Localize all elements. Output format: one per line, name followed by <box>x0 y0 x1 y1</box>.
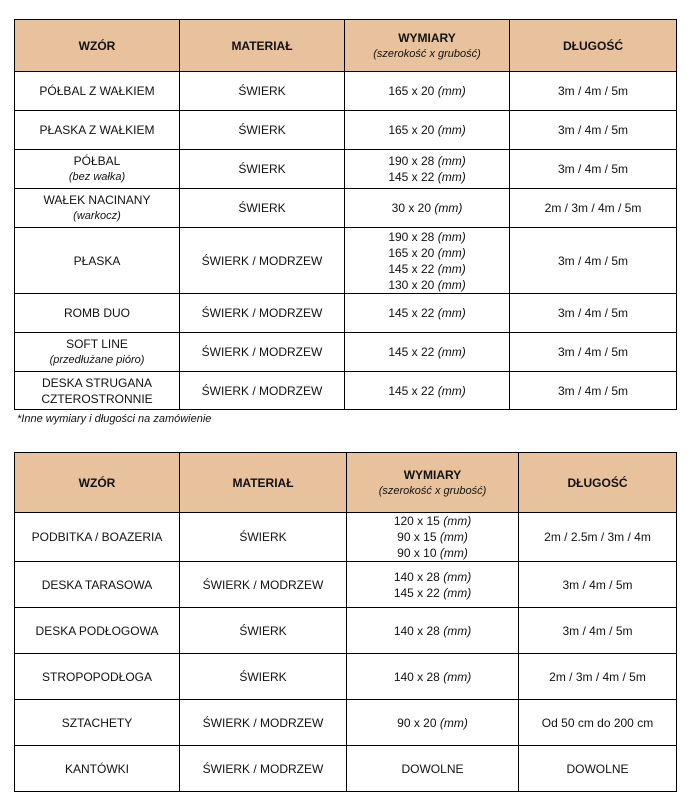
dimension-unit: (mm) <box>437 84 466 98</box>
cell-wzor <box>15 228 180 294</box>
dimension-line <box>351 529 514 545</box>
cell-dlugosc: 3m / 4m / 5m <box>510 294 677 333</box>
product-name: KANTÓWKI <box>64 761 129 776</box>
dimension-unit: (mm) <box>437 277 466 292</box>
dimension-value: 120 x 15 <box>393 514 440 528</box>
cell-material: ŚWIERK / MODRZEW <box>180 700 347 746</box>
dimension-unit: (mm) <box>439 715 468 730</box>
table-row <box>15 700 677 746</box>
cell-material: ŚWIERK / MODRZEW <box>180 294 345 333</box>
cell-dlugosc: 3m / 4m / 5m <box>510 372 677 410</box>
product-name: STROPOPODŁOGA <box>41 669 153 684</box>
product-name: WAŁEK NACINANY <box>43 193 151 207</box>
dimension-value: DOWOLNE <box>401 761 464 776</box>
dimension-unit: (mm) <box>437 345 466 359</box>
table-row <box>15 562 677 608</box>
header-wymiary <box>345 20 510 72</box>
table-row <box>15 228 677 294</box>
dimension-unit: (mm) <box>437 229 466 244</box>
dimension-value: 145 x 22 <box>388 345 435 359</box>
dimension-unit: (mm) <box>437 154 466 168</box>
table-row <box>15 513 677 562</box>
dimension-line <box>349 83 505 99</box>
cell-wzor <box>15 72 180 111</box>
dimension-value: 190 x 28 <box>388 154 435 168</box>
cell-dlugosc: 3m / 4m / 5m <box>510 333 677 372</box>
cell-material: ŚWIERK / MODRZEW <box>180 562 347 608</box>
header-wzor: WZÓR <box>15 20 180 72</box>
dimension-unit: (mm) <box>439 530 468 544</box>
header-wymiary-label: WYMIARY <box>403 467 462 482</box>
dimension-unit: (mm) <box>443 569 472 584</box>
dimension-value: 145 x 22 <box>388 261 435 276</box>
product-name-note: (bez wałka) <box>68 171 126 183</box>
cell-wymiary <box>345 189 510 228</box>
dimension-value: 30 x 20 <box>391 201 432 215</box>
dimension-line <box>351 513 514 529</box>
product-name: PŁASKA <box>73 253 121 268</box>
dimension-unit: (mm) <box>437 261 466 276</box>
cell-wzor <box>15 150 180 189</box>
cell-wzor <box>15 654 180 700</box>
cell-wzor <box>15 189 180 228</box>
dimension-unit: (mm) <box>437 306 466 320</box>
dimension-line <box>351 761 514 777</box>
cell-dlugosc: 3m / 4m / 5m <box>519 562 677 608</box>
cell-dlugosc: DOWOLNE <box>519 746 677 792</box>
cell-wzor <box>15 333 180 372</box>
dimension-line <box>351 715 514 731</box>
table-row <box>15 111 677 150</box>
cell-dlugosc: 2m / 3m / 4m / 5m <box>510 189 677 228</box>
dimension-line <box>349 229 505 245</box>
dimension-value: 90 x 20 <box>397 715 437 730</box>
product-name: SZTACHETY <box>61 715 133 730</box>
header-wzor: WZÓR <box>15 453 180 513</box>
product-name: DESKA STRUGANA CZTEROSTRONNIE <box>41 375 153 406</box>
cell-material: ŚWIERK / MODRZEW <box>180 333 345 372</box>
cell-wzor <box>15 111 180 150</box>
cell-material: ŚWIERK <box>180 72 345 111</box>
product-name: PÓŁBAL <box>73 154 121 168</box>
table-header-row <box>15 20 677 72</box>
cell-wymiary <box>347 513 519 562</box>
dimension-line <box>349 122 505 138</box>
product-name: PODBITKA / BOAZERIA <box>31 530 163 544</box>
dimension-unit: (mm) <box>434 201 463 215</box>
cell-wzor <box>15 746 180 792</box>
table-row <box>15 294 677 333</box>
table-row <box>15 150 677 189</box>
dimension-line <box>351 545 514 561</box>
cell-dlugosc: 3m / 4m / 5m <box>510 72 677 111</box>
dimension-unit: (mm) <box>437 245 466 260</box>
dimension-value: 140 x 28 <box>393 569 440 584</box>
cell-wymiary <box>347 562 519 608</box>
table-row <box>15 189 677 228</box>
dimension-value: 145 x 22 <box>388 383 435 398</box>
header-material: MATERIAŁ <box>180 20 345 72</box>
dimension-value: 165 x 20 <box>388 123 435 137</box>
table-row <box>15 654 677 700</box>
header-wymiary-sub: (szerokość x grubość) <box>373 47 481 60</box>
dimension-unit: (mm) <box>443 585 472 600</box>
cell-wymiary <box>345 294 510 333</box>
table-row <box>15 72 677 111</box>
dimension-unit: (mm) <box>439 546 468 560</box>
header-dlugosc: DŁUGOŚĆ <box>510 20 677 72</box>
dimension-value: 90 x 15 <box>397 530 437 544</box>
product-name: DESKA TARASOWA <box>41 577 153 592</box>
cell-material: ŚWIERK <box>180 150 345 189</box>
dimension-line <box>349 344 505 360</box>
dimension-line <box>349 261 505 277</box>
cell-wymiary <box>347 700 519 746</box>
product-name: DESKA PODŁOGOWA <box>35 623 159 638</box>
dimension-value: 140 x 28 <box>393 669 440 684</box>
product-name: SOFT LINE <box>66 337 128 351</box>
cell-material: ŚWIERK <box>180 608 347 654</box>
cell-wymiary <box>345 333 510 372</box>
header-dlugosc: DŁUGOŚĆ <box>519 453 677 513</box>
cell-material: ŚWIERK / MODRZEW <box>180 746 347 792</box>
product-table-1 <box>14 19 677 410</box>
header-wymiary-sub: (szerokość x grubość) <box>378 484 487 497</box>
table-row <box>15 333 677 372</box>
dimension-value: 145 x 22 <box>388 306 435 320</box>
cell-wymiary <box>345 150 510 189</box>
dimension-line <box>349 153 505 169</box>
cell-material: ŚWIERK <box>180 654 347 700</box>
cell-dlugosc: 3m / 4m / 5m <box>510 228 677 294</box>
cell-material: ŚWIERK <box>180 189 345 228</box>
dimension-value: 90 x 10 <box>397 546 437 560</box>
table-row <box>15 746 677 792</box>
dimension-unit: (mm) <box>443 514 472 528</box>
dimension-value: 145 x 22 <box>388 170 435 184</box>
dimension-value: 165 x 20 <box>388 84 435 98</box>
dimension-value: 145 x 22 <box>393 585 440 600</box>
cell-dlugosc: Od 50 cm do 200 cm <box>519 700 677 746</box>
dimension-value: 190 x 28 <box>388 229 435 244</box>
cell-dlugosc: 3m / 4m / 5m <box>510 150 677 189</box>
cell-dlugosc: 3m / 4m / 5m <box>519 608 677 654</box>
cell-dlugosc: 2m / 3m / 4m / 5m <box>519 654 677 700</box>
product-name-note: (warkocz) <box>73 210 121 222</box>
dimension-unit: (mm) <box>437 383 466 398</box>
table-row <box>15 372 677 410</box>
cell-wzor <box>15 562 180 608</box>
product-name: ROMB DUO <box>64 306 130 320</box>
dimension-line <box>349 200 505 216</box>
cell-wzor <box>15 513 180 562</box>
dimension-unit: (mm) <box>443 623 472 638</box>
product-name: PŁASKA Z WAŁKIEM <box>39 123 155 137</box>
cell-wzor <box>15 608 180 654</box>
product-name-note: (przedłużane pióro) <box>49 354 145 366</box>
cell-wymiary <box>347 608 519 654</box>
footnote: *Inne wymiary i długości na zamówienie <box>17 413 212 425</box>
cell-wymiary <box>345 372 510 410</box>
table-row <box>15 608 677 654</box>
cell-material: ŚWIERK <box>180 513 347 562</box>
product-table-2 <box>14 452 677 792</box>
cell-wzor <box>15 372 180 410</box>
dimension-unit: (mm) <box>437 170 466 184</box>
dimension-line <box>349 169 505 185</box>
cell-dlugosc: 3m / 4m / 5m <box>510 111 677 150</box>
dimension-value: 140 x 28 <box>393 623 440 638</box>
dimension-line <box>349 245 505 261</box>
header-wymiary <box>347 453 519 513</box>
dimension-unit: (mm) <box>443 669 472 684</box>
cell-wymiary <box>345 228 510 294</box>
product-name: PÓŁBAL Z WAŁKIEM <box>39 84 155 98</box>
dimension-line <box>351 623 514 639</box>
dimension-line <box>351 569 514 585</box>
cell-material: ŚWIERK / MODRZEW <box>180 372 345 410</box>
cell-wymiary <box>345 111 510 150</box>
dimension-line <box>351 585 514 601</box>
dimension-value: 130 x 20 <box>388 277 435 292</box>
dimension-value: 165 x 20 <box>388 245 435 260</box>
header-wymiary-label: WYMIARY <box>398 30 456 45</box>
cell-wymiary <box>345 72 510 111</box>
dimension-line <box>349 305 505 321</box>
dimension-unit: (mm) <box>437 123 466 137</box>
cell-material: ŚWIERK <box>180 111 345 150</box>
table-header-row <box>15 453 677 513</box>
dimension-line <box>349 277 505 293</box>
header-material: MATERIAŁ <box>180 453 347 513</box>
cell-wymiary <box>347 746 519 792</box>
cell-wzor <box>15 294 180 333</box>
dimension-line <box>351 669 514 685</box>
cell-wzor <box>15 700 180 746</box>
cell-wymiary <box>347 654 519 700</box>
cell-dlugosc: 2m / 2.5m / 3m / 4m <box>519 513 677 562</box>
cell-material: ŚWIERK / MODRZEW <box>180 228 345 294</box>
dimension-line <box>349 383 505 399</box>
